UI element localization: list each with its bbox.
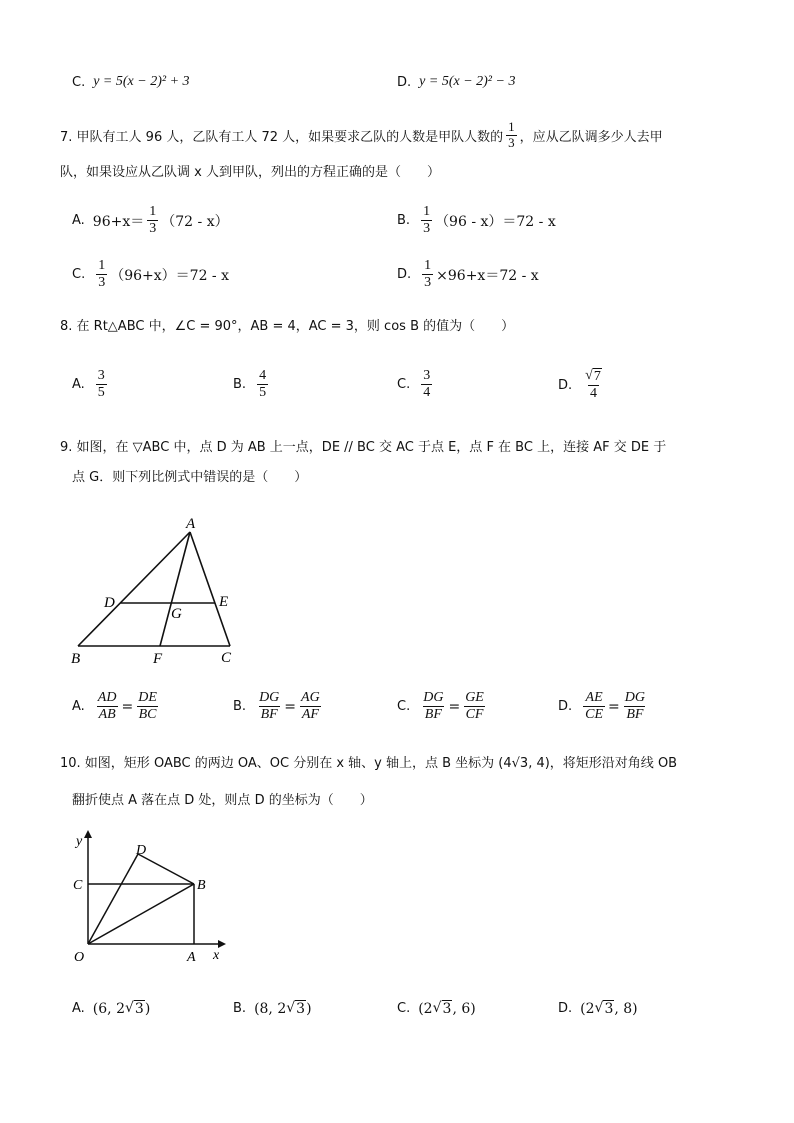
q10-option-d[interactable]: D. (2 √ 3 , 8) (558, 1000, 638, 1017)
q8-option-c[interactable]: C. $\frac{3}{4}$ (397, 368, 431, 401)
segment-db (138, 854, 194, 884)
q7-option-a[interactable]: A. 96+x＝ $\frac{1}{3}$ （72 - x） (72, 204, 229, 237)
q10-option-a[interactable]: A. (6, 2 √ 3 ) (72, 1000, 151, 1017)
label-d: D (136, 843, 147, 858)
label-a: A (187, 950, 196, 965)
segment-af (160, 532, 190, 646)
label-c: C (221, 650, 232, 666)
q8-option-b[interactable]: B. $\frac{4}{5}$ (233, 368, 267, 401)
q7-fraction: $\frac{1}{3}$ (508, 119, 515, 150)
q9-stem-line2: 点 G．则下列比例式中错误的是（ ） (72, 470, 308, 485)
q8-option-d[interactable]: D. √ 7 4 (558, 368, 601, 402)
q6-option-c[interactable] (72, 74, 190, 90)
q8-option-a[interactable]: A. $\frac{3}{5}$ (72, 368, 105, 401)
q9-option-c[interactable]: C. $\frac{DG}{BF}$ = $\frac{GE}{CF}$ (397, 690, 484, 723)
option-label: C. (72, 74, 86, 90)
q10-option-b[interactable]: B. (8, 2 √ 3 ) (233, 1000, 312, 1017)
label-f: F (153, 651, 163, 667)
q10-option-c[interactable]: C. (2 √ 3 , 6) (397, 1000, 476, 1017)
option-label: D. (397, 74, 412, 90)
q7-stem-line1 (60, 120, 663, 151)
label-y: y (76, 834, 83, 849)
label-g: G (171, 606, 182, 622)
q10-stem-line1: 10. 如图，矩形 OABC 的两边 OA、OC 分别在 x 轴、y 轴上，点 B 坐标为 (4√3, 4)，将矩形沿对角线 OB (60, 756, 678, 771)
option-expr: y = 5(x − 2)² + 3 (93, 74, 190, 89)
label-o: O (74, 950, 85, 965)
q9-option-d[interactable]: D. $\frac{AE}{CE}$ = $\frac{DG}{BF}$ (558, 690, 646, 723)
label-b: B (71, 651, 81, 667)
side-ab (78, 532, 190, 646)
side-ac (190, 532, 230, 646)
q9-triangle-figure (68, 512, 248, 670)
q8-stem: 8. 在 Rt△ABC 中，∠C = 90°，AB = 4，AC = 3，则 cos B 的值为（ ） (60, 319, 515, 334)
q7-option-d[interactable]: D. $\frac{1}{3}$ ×96+x＝72 - x (397, 258, 539, 291)
label-a: A (186, 516, 196, 532)
label-b: B (197, 878, 206, 893)
q7-stem-text-cont: ，应从乙队调多少人去甲 (519, 129, 663, 145)
option-expr: y = 5(x − 2)² − 3 (419, 74, 516, 89)
x-axis-arrow (218, 940, 226, 948)
q7-option-b[interactable]: B. $\frac{1}{3}$ （96 - x）＝72 - x (397, 204, 556, 237)
label-x: x (213, 948, 220, 963)
q9-stem-line1: 9. 如图，在 ▽ABC 中，点 D 为 AB 上一点，DE // BC 交 AC 于点 E，点 F 在 BC 上，连接 AF 交 DE 于 (60, 440, 667, 455)
label-e: E (219, 594, 229, 610)
y-axis-arrow (84, 830, 92, 838)
label-c: C (73, 878, 83, 893)
q6-option-d[interactable] (397, 74, 515, 90)
q7-stem-line2: 队，如果设应从乙队调 x 人到甲队，列出的方程正确的是（ ） (60, 165, 440, 180)
q9-option-a[interactable]: A. $\frac{AD}{AB}$ = $\frac{DE}{BC}$ (72, 690, 157, 723)
q7-stem-text: 7. 甲队有工人 96 人，乙队有工人 72 人，如果要求乙队的人数是甲队人数的 (60, 129, 504, 145)
q10-stem-line2: 翻折使点 A 落在点 D 处，则点 D 的坐标为（ ） (72, 793, 373, 808)
label-d: D (104, 595, 115, 611)
q7-option-c[interactable]: C. $\frac{1}{3}$ （96+x）＝72 - x (72, 258, 229, 291)
q10-coordinate-figure (68, 830, 228, 970)
q9-option-b[interactable]: B. $\frac{DG}{BF}$ = $\frac{AG}{AF}$ (233, 690, 320, 723)
